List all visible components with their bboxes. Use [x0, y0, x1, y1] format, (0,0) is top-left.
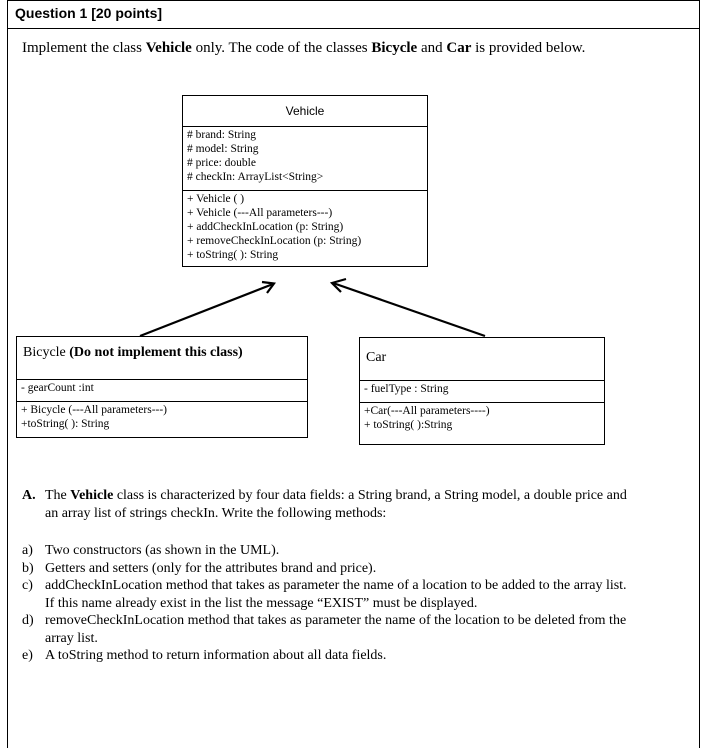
part-a-text-1: The [45, 488, 71, 503]
vehicle-method-default-ctor: + Vehicle ( ) [187, 193, 245, 205]
bicycle-method-ctor: + Bicycle (---All parameters---) [21, 404, 168, 416]
part-a-text [45, 487, 687, 523]
list-item-text: Getters and setters (only for the attributes brand and price). [45, 560, 377, 576]
list-item-text-cont: If this name already exist in the list the message “EXIST” must be displayed. [45, 595, 478, 611]
part-a-text-2: class is characterized by four data fields: a String brand, a String model, a double price and [113, 488, 627, 503]
list-item [22, 577, 692, 612]
part-a-label: A. [22, 488, 36, 503]
vehicle-method-add-checkin: + addCheckInLocation (p: String) [187, 221, 344, 233]
car-methods [360, 402, 604, 433]
bicycle-name-text: Bicycle [23, 345, 70, 360]
bicycle-arrow-line [140, 284, 273, 336]
list-item [22, 612, 692, 647]
car-attr-fueltype: - fuelType : String [364, 383, 449, 395]
bicycle-class-box [16, 336, 308, 438]
vehicle-class-name: Vehicle [285, 104, 325, 118]
intro-part-4: is provided below. [471, 40, 586, 56]
bicycle-attr-gearcount: - gearCount :int [21, 382, 94, 394]
list-item-label: e) [22, 648, 33, 663]
intro-part-1: Implement the class [22, 40, 146, 56]
car-method-ctor: +Car(---All parameters----) [364, 405, 490, 417]
intro-part-2: only. The code of the classes [191, 40, 372, 56]
intro-part-3: and [417, 40, 447, 56]
list-item-label: c) [22, 578, 33, 593]
bicycle-methods [17, 401, 307, 432]
list-item-label: a) [22, 543, 33, 558]
vehicle-attr-brand: # brand: String [187, 129, 256, 141]
bicycle-do-not-implement-note: (Do not implement this class) [69, 345, 243, 360]
vehicle-attr-model: # model: String [187, 143, 259, 155]
intro-bicycle: Bicycle [371, 40, 418, 56]
car-class-name: Car [366, 350, 387, 365]
vehicle-attributes [183, 126, 427, 190]
question-title: Question 1 [20 points] [15, 5, 163, 21]
list-item-text: removeCheckInLocation method that takes as parameter the name of the location to be deleted from the [45, 613, 627, 628]
part-a-vehicle: Vehicle [70, 488, 114, 503]
part-a-line-1 [45, 487, 687, 505]
vehicle-method-param-ctor: + Vehicle (---All parameters---) [187, 207, 333, 219]
car-class-box [359, 337, 605, 445]
part-a [22, 487, 687, 523]
list-item [22, 542, 692, 560]
list-item-text-cont: array list. [45, 630, 98, 646]
list-item-label: d) [22, 613, 34, 628]
vehicle-method-tostring: + toString( ): String [187, 249, 279, 261]
intro-car: Car [446, 40, 472, 56]
list-item-label: b) [22, 560, 34, 576]
vehicle-class-box [182, 95, 428, 267]
vehicle-method-remove-checkin: + removeCheckInLocation (p: String) [187, 235, 362, 247]
bicycle-class-name [17, 337, 307, 379]
car-arrow-line [333, 283, 485, 336]
car-attributes [360, 380, 604, 402]
list-item-text: Two constructors (as shown in the UML). [45, 543, 280, 558]
vehicle-attr-checkin: # checkIn: ArrayList<String> [187, 171, 324, 183]
bicycle-method-tostring: +toString( ): String [21, 418, 110, 430]
intro-vehicle: Vehicle [145, 40, 192, 56]
vehicle-attr-price: # price: double [187, 157, 256, 169]
list-item-text: addCheckInLocation method that takes as parameter the name of a location to be added to the array list. [45, 578, 627, 593]
vehicle-methods [183, 190, 427, 263]
list-item [22, 560, 692, 578]
car-method-tostring: + toString( ):String [364, 419, 453, 431]
part-a-line-2: an array list of strings checkIn. Write the following methods: [45, 506, 387, 521]
requirements-list [22, 542, 692, 665]
list-item [22, 647, 692, 665]
list-item-text: A toString method to return information about all data fields. [45, 648, 387, 663]
bicycle-attributes [17, 379, 307, 401]
